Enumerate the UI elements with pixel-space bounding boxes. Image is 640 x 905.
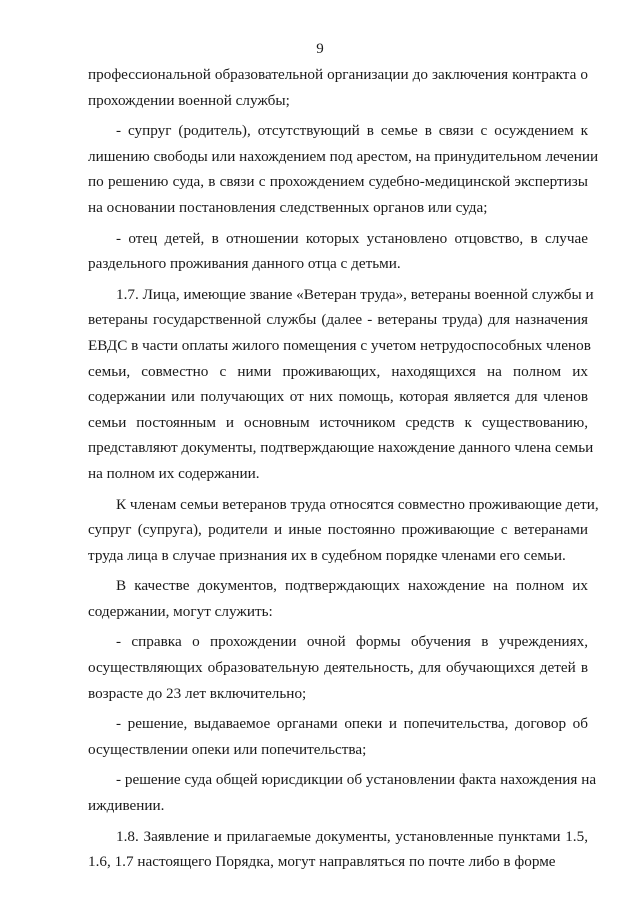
text-line: содержании, могут служить: bbox=[88, 602, 273, 620]
text-line: осуществлении опеки или попечительства; bbox=[88, 740, 367, 758]
text-line: В качестве документов, подтверждающих нахождение на полном их bbox=[116, 577, 588, 595]
text-line: осуществляющих образовательную деятельность, для обучающихся детей в bbox=[88, 659, 588, 677]
text-line: труда лица в случае признания их в судебном порядке членами его семьи. bbox=[88, 546, 566, 564]
paragraph bbox=[88, 767, 597, 818]
text-line: 1.6, 1.7 настоящего Порядка, могут направляться по почте либо в форме bbox=[88, 853, 556, 871]
text-line: прохождении военной службы; bbox=[88, 91, 290, 109]
text-line: семьи, совместно с ними проживающих, находящихся на полном их bbox=[88, 362, 588, 380]
text-line: - супруг (родитель), отсутствующий в семье в связи с осуждением к bbox=[116, 122, 588, 140]
text-line: 1.7. Лица, имеющие звание «Ветеран труда», ветераны военной службы и bbox=[116, 285, 594, 303]
text-line: - решение суда общей юрисдикции об установлении факта нахождения на bbox=[116, 771, 597, 789]
page-number: 9 bbox=[316, 41, 324, 57]
text-line: профессиональной образовательной организации до заключения контракта о bbox=[88, 66, 588, 83]
text-line: ветераны государственной службы (далее - ветераны труда) для назначения bbox=[88, 311, 588, 329]
text-line: возрасте до 23 лет включительно; bbox=[88, 684, 307, 702]
text-line: содержании или получающих от них помощь, которая является для членов bbox=[88, 388, 588, 406]
document-body bbox=[88, 62, 599, 875]
paragraph bbox=[88, 226, 588, 277]
paragraph bbox=[88, 282, 594, 487]
paragraph bbox=[88, 62, 588, 113]
paragraph bbox=[88, 629, 588, 706]
text-line: ЕВДС в части оплаты жилого помещения с учетом нетрудоспособных членов bbox=[88, 336, 591, 354]
paragraph bbox=[88, 711, 588, 762]
text-line: лишению свободы или нахождением под арестом, на принудительном лечении bbox=[88, 147, 599, 165]
text-line: супруг (супруга), родители и иные постоянно проживающие с ветеранами bbox=[88, 521, 588, 539]
text-line: по решению суда, в связи с прохождением судебно-медицинской экспертизы bbox=[88, 173, 588, 191]
paragraph bbox=[88, 573, 588, 624]
paragraph bbox=[88, 492, 599, 569]
text-line: - решение, выдаваемое органами опеки и попечительства, договор об bbox=[116, 715, 588, 733]
text-line: раздельного проживания данного отца с детьми. bbox=[88, 255, 401, 273]
text-line: на основании постановления следственных органов или суда; bbox=[88, 198, 488, 216]
text-line: 1.8. Заявление и прилагаемые документы, установленные пунктами 1.5, bbox=[116, 827, 588, 845]
paragraph bbox=[88, 824, 588, 875]
text-line: иждивении. bbox=[88, 797, 165, 815]
text-line: - отец детей, в отношении которых установлено отцовство, в случае bbox=[116, 229, 588, 247]
paragraph bbox=[88, 118, 599, 220]
text-line: К членам семьи ветеранов труда относятся совместно проживающие дети, bbox=[116, 495, 599, 513]
text-line: семьи постоянным и основным источником средств к существованию, bbox=[88, 413, 588, 431]
text-line: - справка о прохождении очной формы обучения в учреждениях, bbox=[116, 633, 588, 651]
text-line: на полном их содержании. bbox=[88, 464, 260, 482]
text-line: представляют документы, подтверждающие нахождение данного члена семьи bbox=[88, 439, 594, 457]
